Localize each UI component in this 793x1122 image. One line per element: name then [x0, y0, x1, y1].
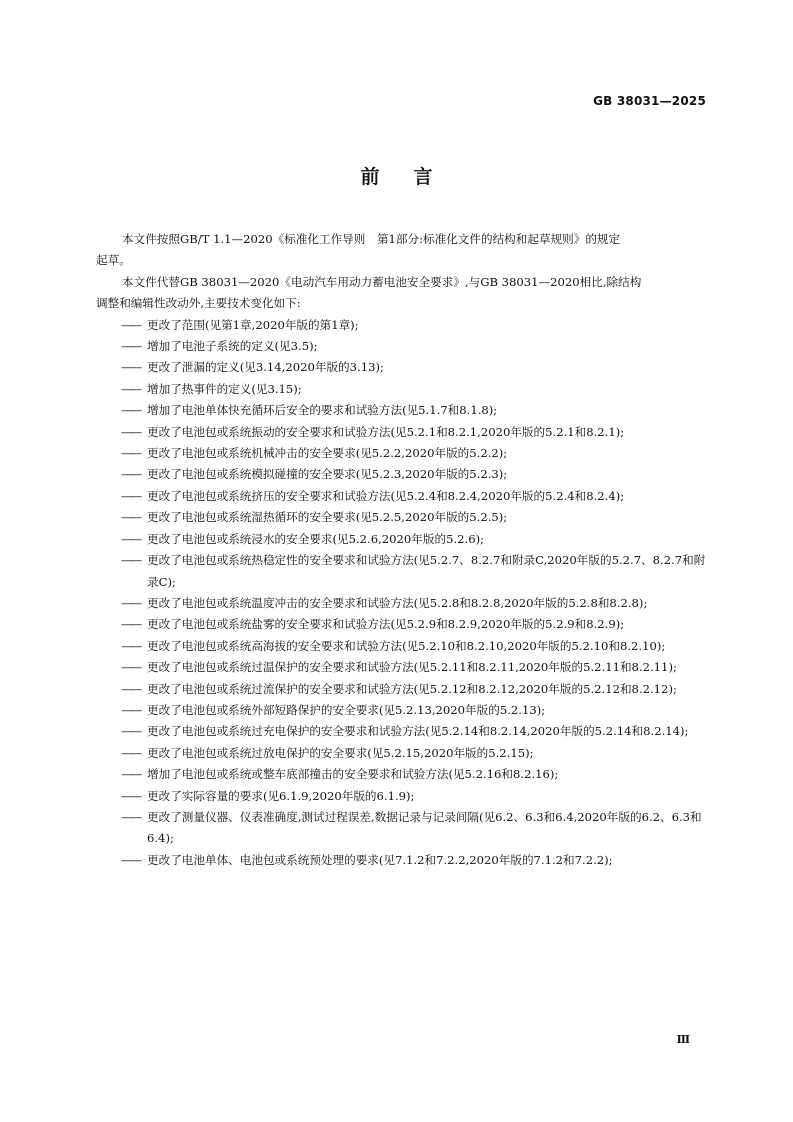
paragraph-replacement-line2: 调整和编辑性改动外,主要技术变化如下:: [96, 296, 301, 311]
dash-marker: ——: [121, 403, 141, 418]
dash-marker: ——: [121, 381, 141, 396]
change-item-text: 更改了电池包或系统盐雾的安全要求和试验方法(见5.2.9和8.2.9,2020年版的5.2.9和8.2.9);: [147, 617, 625, 632]
change-item: [121, 507, 712, 528]
dash-marker: ——: [121, 317, 141, 332]
change-item-text: 更改了电池包或系统模拟碰撞的安全要求(见5.2.3,2020年版的5.2.3);: [147, 467, 508, 482]
dash-marker: ——: [121, 488, 141, 503]
paragraph-replacement: [96, 272, 712, 315]
change-item-text: 更改了电池包或系统湿热循环的安全要求(见5.2.5,2020年版的5.2.5);: [147, 510, 508, 525]
change-item-text: 更改了实际容量的要求(见6.1.9,2020年版的6.1.9);: [147, 788, 415, 803]
change-item: [121, 529, 712, 550]
change-item: [121, 464, 712, 485]
dash-marker: ——: [121, 788, 141, 803]
dash-marker: ——: [121, 360, 141, 375]
change-item-text: 更改了电池包或系统外部短路保护的安全要求(见5.2.13,2020年版的5.2.13);: [147, 702, 546, 717]
page-number: Ⅲ: [676, 1033, 690, 1046]
change-item-text: 更改了电池包或系统振动的安全要求和试验方法(见5.2.1和8.2.1,2020年版的5.2.1和8.2.1);: [147, 424, 625, 439]
change-item: [121, 486, 712, 507]
dash-marker: ——: [121, 852, 141, 867]
dash-marker: ——: [121, 638, 141, 653]
change-item-text: 更改了电池包或系统热稳定性的安全要求和试验方法(见5.2.7、8.2.7和附录C,2020年版的5.2.7、8.2.7和附录C);: [147, 553, 706, 589]
change-item-text: 更改了电池包或系统过充电保护的安全要求和试验方法(见5.2.14和8.2.14,2020年版的5.2.14和8.2.14);: [147, 724, 689, 739]
document-body: [96, 229, 712, 871]
change-item: [121, 743, 712, 764]
dash-marker: ——: [121, 724, 141, 739]
dash-marker: ——: [121, 510, 141, 525]
change-item-text: 更改了电池包或系统温度冲击的安全要求和试验方法(见5.2.8和8.2.8,2020年版的5.2.8和8.2.8);: [147, 595, 648, 610]
change-item: [121, 357, 712, 378]
dash-marker: ——: [121, 531, 141, 546]
technical-changes-list: [122, 315, 712, 872]
change-item: [121, 614, 712, 635]
change-item-text: 更改了电池单体、电池包或系统预处理的要求(见7.1.2和7.2.2,2020年版的7.1.2和7.2.2);: [147, 852, 613, 867]
paragraph-drafting-basis-line1: 本文件按照GB/T 1.1—2020《标准化工作导则 第1部分:标准化文件的结构和起草规则》的规定: [122, 232, 621, 246]
change-item: [121, 636, 712, 657]
change-item: [121, 721, 712, 742]
dash-marker: ——: [121, 809, 141, 824]
change-item-text: 更改了电池包或系统浸水的安全要求(见5.2.6,2020年版的5.2.6);: [147, 531, 485, 546]
change-item-text: 增加了热事件的定义(见3.15);: [147, 381, 302, 396]
change-item-text: 更改了电池包或系统机械冲击的安全要求(见5.2.2,2020年版的5.2.2);: [147, 446, 508, 461]
change-item: [121, 700, 712, 721]
dash-marker: ——: [121, 681, 141, 696]
change-item-text: 更改了电池包或系统挤压的安全要求和试验方法(见5.2.4和8.2.4,2020年版的5.2.4和8.2.4);: [147, 488, 625, 503]
change-item-text: 增加了电池子系统的定义(见3.5);: [147, 339, 318, 354]
change-item: [121, 379, 712, 400]
dash-marker: ——: [121, 702, 141, 717]
change-item-text: 增加了电池单体快充循环后安全的要求和试验方法(见5.1.7和8.1.8);: [147, 403, 498, 418]
paragraph-drafting-basis: [96, 229, 712, 272]
change-item: [121, 443, 712, 464]
change-item: [121, 657, 712, 678]
change-item: [121, 550, 712, 593]
change-item-text: 更改了电池包或系统高海拔的安全要求和试验方法(见5.2.10和8.2.10,2020年版的5.2.10和8.2.10);: [147, 638, 666, 653]
change-item-text: 更改了测量仪器、仪表准确度,测试过程误差,数据记录与记录间隔(见6.2、6.3和6.4,2020年版的6.2、6.3和6.4);: [147, 809, 702, 846]
change-item: [121, 679, 712, 700]
change-item: [121, 786, 712, 807]
change-item-text: 更改了范围(见第1章,2020年版的第1章);: [147, 317, 359, 332]
dash-marker: ——: [121, 745, 141, 760]
paragraph-drafting-basis-line2: 起草。: [96, 253, 131, 268]
text-selection-highlight: [553, 927, 569, 945]
change-item-text: 更改了电池包或系统过温保护的安全要求和试验方法(见5.2.11和8.2.11,2020年版的5.2.11和8.2.11);: [147, 660, 677, 675]
change-item: [121, 422, 712, 443]
dash-marker: ——: [121, 767, 141, 782]
dash-marker: ——: [121, 467, 141, 482]
change-item-text: 更改了电池包或系统过流保护的安全要求和试验方法(见5.2.12和8.2.12,2020年版的5.2.12和8.2.12);: [147, 681, 677, 696]
dash-marker: ——: [121, 339, 141, 354]
dash-marker: ——: [121, 595, 141, 610]
change-item: [121, 593, 712, 614]
change-item: [121, 850, 712, 871]
dash-marker: ——: [121, 617, 141, 632]
change-item-text: 增加了电池包或系统或整车底部撞击的安全要求和试验方法(见5.2.16和8.2.16);: [147, 767, 559, 782]
standard-code: GB 38031—2025: [593, 94, 706, 108]
dash-marker: ——: [121, 424, 141, 439]
change-item: [121, 315, 712, 336]
page-title: 前言: [360, 166, 467, 188]
dash-marker: ——: [121, 660, 141, 675]
paragraph-replacement-line1: 本文件代替GB 38031—2020《电动汽车用动力蓄电池安全要求》,与GB 38031—2020相比,除结构: [122, 274, 642, 289]
change-item-text: 更改了电池包或系统过放电保护的安全要求(见5.2.15,2020年版的5.2.15);: [147, 745, 534, 760]
change-item-text: 更改了泄漏的定义(见3.14,2020年版的3.13);: [147, 360, 384, 375]
change-item: [121, 807, 712, 850]
change-item: [121, 400, 712, 421]
dash-marker: ——: [121, 446, 141, 461]
change-item: [121, 336, 712, 357]
dash-marker: ——: [121, 553, 141, 568]
change-item: [121, 764, 712, 785]
